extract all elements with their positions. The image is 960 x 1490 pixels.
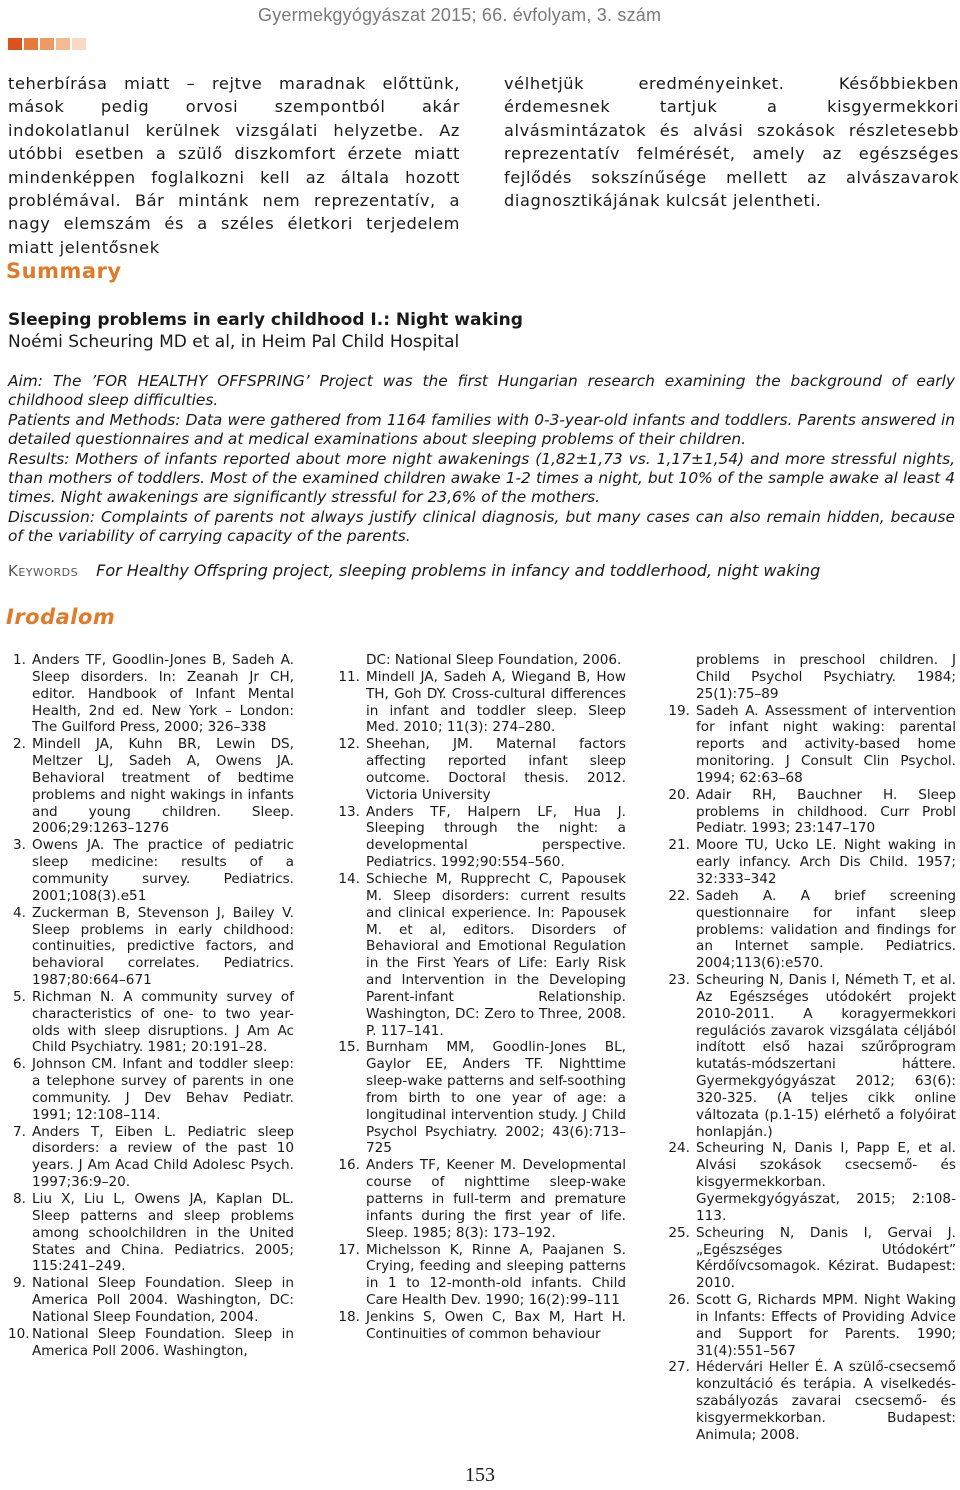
reference-item bbox=[668, 888, 956, 972]
reference-item bbox=[668, 703, 956, 787]
body-column-left: teherbírása miatt – rejtve maradnak előttünk, mások pedig orvosi szempontból akár indokolatlanul kerülnek vizsgálati helyzetbe. Az utóbbi esetben a szülő diszkomfort érzete miatt mindenképpen foglalkozni kell az általa hozott problémával. Bár mintánk nem reprezentatív, a nagy elemszám és a széles életkori terjedelem miatt jelentősnek bbox=[8, 74, 460, 257]
reference-text: Scott G, Richards MPM. Night Waking in Infants: Effects of Providing Advice and Support for Parents. 1990; 31(4):551–567 bbox=[696, 1292, 956, 1359]
keywords-label: Keywords bbox=[8, 562, 79, 580]
reference-number: 1. bbox=[13, 652, 26, 668]
reference-number: 18. bbox=[338, 1308, 360, 1325]
reference-number: 15. bbox=[338, 1039, 360, 1056]
reference-item bbox=[338, 1039, 626, 1157]
reference-item bbox=[8, 1124, 294, 1191]
reference-item bbox=[668, 837, 956, 888]
reference-item bbox=[668, 787, 956, 838]
reference-text: Anders T, Eiben L. Pediatric sleep disorders: a review of the past 10 years. J Am Acad Child Adolesc Psych. 1997;36:9–20. bbox=[32, 1123, 294, 1191]
reference-number: 14. bbox=[338, 870, 360, 887]
decorative-square bbox=[24, 38, 38, 50]
references-heading: Irodalom bbox=[6, 605, 116, 629]
reference-text: DC: National Sleep Foundation, 2006. bbox=[366, 652, 622, 668]
decorative-square bbox=[40, 38, 54, 50]
reference-item bbox=[668, 652, 956, 703]
keywords-text: For Healthy Offspring project, sleeping problems in infancy and toddlerhood, night waking bbox=[96, 561, 821, 580]
reference-text: Moore TU, Ucko LE. Night waking in early infancy. Arch Dis Child. 1957; 32:333–342 bbox=[696, 837, 956, 887]
reference-text: National Sleep Foundation. Sleep in America Poll 2006. Washington, bbox=[32, 1325, 294, 1359]
reference-text: Mindell JA, Kuhn BR, Lewin DS, Meltzer LJ, Sadeh A, Owens JA. Behavioral treatment of bedtime problems and night wakings in infants and young children. Sleep. 2006;29:1263–1276 bbox=[32, 736, 294, 837]
reference-number: 21. bbox=[668, 837, 690, 854]
reference-text: Anders TF, Halpern LF, Hua J. Sleeping through the night: a developmental perspective. Pediatrics. 1992;90:554–560. bbox=[366, 803, 626, 871]
reference-text: Anders TF, Goodlin-Jones B, Sadeh A. Sleep disorders. In: Zeanah Jr CH, editor. Handbook of Infant Mental Health, 2nd ed. New York – London: The Guilford Press, 2000; 326–338 bbox=[32, 652, 294, 736]
reference-number: 5. bbox=[13, 988, 26, 1005]
abstract bbox=[8, 372, 955, 547]
journal-title: Gyermekgyógyászat 2015; 66. évfolyam, 3. szám bbox=[258, 5, 662, 25]
reference-text: Scheuring N, Danis I, Papp E, et al. Alvási szokások csecsemő- és kisgyermekkorban. Gyermekgyógyászat, 2015; 2:108-113. bbox=[696, 1140, 956, 1224]
abstract-discussion: Discussion: Complaints of parents not always justify clinical diagnosis, but many cases can also remain hidden, because of the variability of carrying capacity of the parents. bbox=[8, 507, 955, 546]
abstract-aim: Aim: The ’FOR HEALTHY OFFSPRING’ Project was the first Hungarian research examining the background of early childhood sleep difficulties. bbox=[8, 372, 955, 410]
reference-text: Zuckerman B, Stevenson J, Bailey V. Sleep problems in early childhood: continuities, predictive factors, and behavioral correlates. Pediatrics. 1987;80:664–671 bbox=[32, 904, 294, 989]
reference-item bbox=[338, 1242, 626, 1309]
reference-number: 22. bbox=[668, 887, 690, 904]
reference-text: Scheuring N, Danis I, Gervai J. „Egészséges Utódokért” Kérdőívcsomagok. Kézirat. Budapest: 2010. bbox=[696, 1224, 956, 1292]
reference-number: 8. bbox=[13, 1191, 26, 1207]
reference-item bbox=[8, 736, 294, 837]
reference-item bbox=[338, 1157, 626, 1241]
reference-text: Jenkins S, Owen C, Bax M, Hart H. Continuities of common behaviour bbox=[366, 1308, 626, 1342]
journal-header bbox=[258, 5, 948, 26]
reference-number: 7. bbox=[13, 1123, 26, 1140]
reference-text: problems in preschool children. J Child Psychol Psychiatry. 1984; 25(1):75–89 bbox=[696, 652, 956, 702]
reference-number: 3. bbox=[13, 837, 26, 854]
reference-number bbox=[668, 652, 696, 703]
reference-number: 24. bbox=[668, 1140, 690, 1157]
decorative-square bbox=[56, 38, 70, 50]
reference-text: Owens JA. The practice of pediatric sleep medicine: results of a community survey. Pediatrics. 2001;108(3).e51 bbox=[32, 837, 294, 904]
reference-number: 26. bbox=[668, 1292, 690, 1309]
decorative-square bbox=[8, 38, 22, 50]
reference-item bbox=[8, 1326, 294, 1360]
body-column-right: vélhetjük eredményeinket. Későbbiekben érdemesnek tartjuk a kisgyermekkori alvásmintázatok és alvási szokások részletesebb reprezentatív felmérését, amely az egészséges fejlődés sokszínűsége mellett az alvászavarok diagnosztikájának kulcsát jelentheti. bbox=[504, 74, 959, 211]
reference-text: Sadeh A. Assessment of intervention for infant night waking: parental reports and activity-based home monitoring. J Consult Clin Psychol. 1994; 62:63–68 bbox=[696, 702, 956, 786]
page-number: 153 bbox=[465, 1464, 495, 1486]
reference-item bbox=[338, 669, 626, 736]
reference-item bbox=[8, 1191, 294, 1275]
reference-item bbox=[338, 652, 626, 669]
reference-item bbox=[8, 905, 294, 989]
reference-number: 11. bbox=[338, 668, 360, 685]
reference-text: Hédervári Heller É. A szülő-csecsemő konzultáció és terápia. A viselkedés-szabályozás zavarai csecsemő- és kisgyermekkorban. Budapest: Animula; 2008. bbox=[696, 1359, 956, 1443]
reference-number: 19. bbox=[668, 702, 690, 719]
reference-text: Anders TF, Keener M. Developmental course of nighttime sleep-wake patterns in full-term and premature infants during the first year of life. Sleep. 1985; 8(3): 173–192. bbox=[366, 1157, 626, 1241]
reference-number: 9. bbox=[13, 1275, 26, 1292]
references-column-3 bbox=[668, 652, 956, 1444]
reference-text: Michelsson K, Rinne A, Paajanen S. Crying, feeding and sleeping patterns in 1 to 12-month-old infants. Child Care Health Dev. 1990; 16(2):99–111 bbox=[366, 1241, 626, 1309]
reference-number: 12. bbox=[338, 736, 360, 753]
reference-item bbox=[668, 1225, 956, 1292]
reference-text: Liu X, Liu L, Owens JA, Kaplan DL. Sleep patterns and sleep problems among schoolchildren in the United States and China. Pediatrics. 2005; 115:241–249. bbox=[32, 1191, 294, 1275]
reference-text: Sadeh A. A brief screening questionnaire for infant sleep problems: validation and findings for an Internet sample. Pediatrics. 2004;113(6):e570. bbox=[696, 887, 956, 972]
reference-text: National Sleep Foundation. Sleep in America Poll 2004. Washington, DC: National Sleep Foundation, 2004. bbox=[32, 1275, 294, 1325]
reference-text: Johnson CM. Infant and toddler sleep: a telephone survey of parents in one community. J Dev Behav Pediatr. 1991; 12:108–114. bbox=[32, 1056, 294, 1123]
abstract-results: Results: Mothers of infants reported about more night awakenings (1,82±1,73 vs. 1,17±1,54) and more stressful nights, than mothers of toddlers. Most of the examined children awake 1-2 times a night, but 10% of the sample awake al least 4 times. Night awakenings are significantly stressful for 23,6% of the mothers. bbox=[8, 449, 955, 507]
reference-number: 23. bbox=[668, 972, 690, 989]
reference-number: 27. bbox=[668, 1359, 690, 1376]
reference-item bbox=[8, 1056, 294, 1123]
reference-text: Schieche M, Rupprecht C, Papousek M. Sleep disorders: current results and clinical experience. In: Papousek M. et al, editors. Disorders of Behavioral and Emotional Regulation in the First Years of Life: Early Risk and Intervention in the Developing Parent-infant Relationship. Washington, DC: Zero to Three, 2008. P. 117–141. bbox=[366, 870, 626, 1039]
reference-item bbox=[8, 1275, 294, 1326]
reference-item bbox=[668, 1140, 956, 1224]
reference-item bbox=[668, 1359, 956, 1443]
reference-item bbox=[338, 871, 626, 1039]
keywords bbox=[8, 561, 820, 580]
reference-item bbox=[338, 736, 626, 803]
reference-item bbox=[338, 804, 626, 871]
reference-number: 2. bbox=[13, 736, 26, 753]
references-column-1 bbox=[8, 652, 294, 1359]
reference-item bbox=[8, 837, 294, 904]
reference-number: 13. bbox=[338, 803, 360, 820]
reference-text: Adair RH, Bauchner H. Sleep problems in childhood. Curr Probl Pediatr. 1993; 23:147–170 bbox=[696, 786, 956, 837]
reference-number bbox=[338, 652, 366, 669]
reference-number: 4. bbox=[13, 904, 26, 921]
summary-authors: Noémi Scheuring MD et al, in Heim Pal Child Hospital bbox=[8, 332, 460, 352]
reference-item bbox=[338, 1309, 626, 1343]
abstract-methods: Patients and Methods: Data were gathered from 1164 families with 0-3-year-old infants and toddlers. Parents answered in detailed questionnaires and at medical examinations about sleeping problems of their children. bbox=[8, 410, 955, 449]
reference-item bbox=[668, 1292, 956, 1359]
reference-item bbox=[668, 972, 956, 1140]
reference-text: Sheehan, JM. Maternal factors affecting reported infant sleep outcome. Doctoral thesis. 2012. Victoria University bbox=[366, 736, 626, 803]
reference-item bbox=[8, 652, 294, 736]
reference-number: 16. bbox=[338, 1157, 360, 1174]
reference-number: 17. bbox=[338, 1241, 360, 1258]
reference-text: Mindell JA, Sadeh A, Wiegand B, How TH, Goh DY. Cross-cultural differences in infant and toddler sleep. Sleep Med. 2010; 11(3): 274–280. bbox=[366, 668, 626, 736]
reference-text: Burnham MM, Goodlin-Jones BL, Gaylor EE, Anders TF. Nighttime sleep-wake patterns and self-soothing from birth to one year of age: a longitudinal intervention study. J Child Psychol Psychiatry. 2002; 43(6):713–725 bbox=[366, 1039, 626, 1157]
references-column-2 bbox=[338, 652, 626, 1343]
reference-text: Scheuring N, Danis I, Németh T, et al. Az Egészséges utódokért projekt 2010-2011. A koragyermekkori regulációs zavarok vizsgálata céljából indított első hazai szűrőprogram kutatás-módszertani háttere. Gyermekgyógyászat 2012; 63(6): 320-325. (A teljes cikk online változata (p.1-15) elérhető a folyóirat honlapján.) bbox=[696, 972, 956, 1140]
reference-number: 25. bbox=[668, 1224, 690, 1241]
reference-number: 6. bbox=[13, 1056, 26, 1073]
decorative-squares bbox=[8, 38, 86, 50]
reference-text: Richman N. A community survey of characteristics of one- to two year-olds with sleep disruptions. J Am Ac Child Psychiatry. 1981; 20:191–28. bbox=[32, 988, 294, 1056]
summary-heading: Summary bbox=[6, 259, 122, 283]
decorative-square bbox=[72, 38, 86, 50]
summary-title: Sleeping problems in early childhood I.: Night waking bbox=[8, 310, 523, 330]
reference-number: 10. bbox=[8, 1325, 30, 1342]
reference-item bbox=[8, 989, 294, 1056]
reference-number: 20. bbox=[668, 786, 690, 803]
